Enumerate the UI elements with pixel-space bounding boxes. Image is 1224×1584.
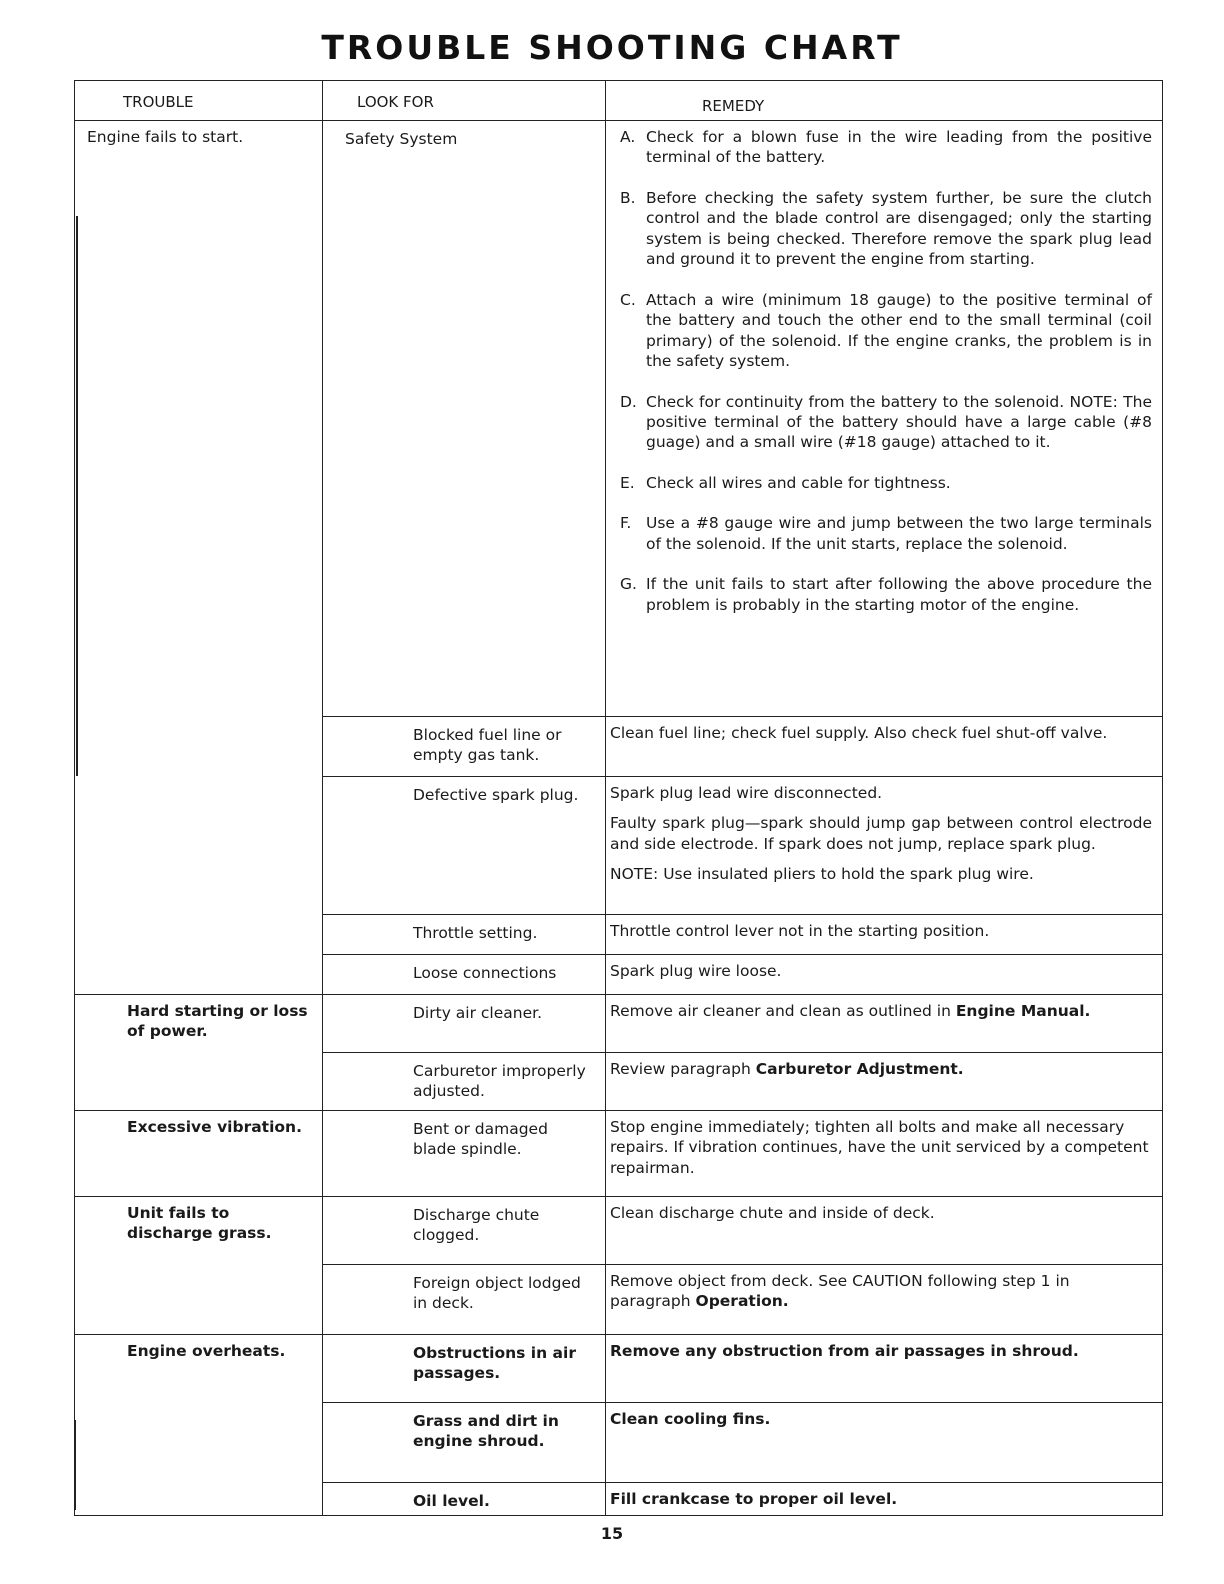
look-for-cell: Defective spark plug.	[323, 777, 606, 915]
look-for-cell: Carburetor improperly adjusted.	[323, 1053, 606, 1111]
remedy-letter: A.	[620, 128, 636, 146]
binder-mark	[76, 216, 78, 776]
look-for-cell: Blocked fuel line or empty gas tank.	[323, 717, 606, 777]
look-for-cell: Throttle setting.	[323, 915, 606, 955]
look-for-cell: Grass and dirt in engine shroud.	[323, 1403, 606, 1483]
remedy-letter: F.	[620, 514, 632, 533]
remedy-text: Review paragraph	[610, 1060, 756, 1078]
table-header-row	[75, 81, 1163, 121]
remedy-cell: Clean cooling fins.	[606, 1403, 1163, 1483]
remedy-item	[610, 473, 1152, 493]
remedy-paragraph: NOTE: Use insulated pliers to hold the spark plug wire.	[610, 865, 1034, 884]
remedy-letter: G.	[620, 575, 637, 594]
binder-mark	[74, 1420, 76, 1510]
remedy-reference: Engine Manual.	[955, 1002, 1091, 1020]
remedy-text: If the unit fails to start after following the above procedure the problem is probably in the starting motor of the engine.	[646, 575, 1152, 614]
header-trouble: TROUBLE	[75, 81, 323, 121]
remedy-item	[610, 513, 1152, 554]
look-for-cell: Discharge chute clogged.	[323, 1197, 606, 1265]
page-title: TROUBLE SHOOTING CHART	[321, 28, 903, 67]
remedy-item	[610, 188, 1152, 270]
remedy-letter: C.	[620, 290, 636, 309]
remedy-paragraph: Spark plug lead wire disconnected.	[610, 784, 883, 802]
header-look-for: LOOK FOR	[323, 81, 606, 121]
table-row	[75, 121, 1163, 717]
trouble-shooting-table	[74, 80, 1163, 1516]
trouble-cell: Excessive vibration.	[75, 1111, 323, 1197]
look-for-cell: Bent or damaged blade spindle.	[323, 1111, 606, 1197]
remedy-cell	[606, 121, 1163, 717]
header-remedy: REMEDY	[606, 81, 1163, 121]
page-number: 15	[600, 1524, 624, 1543]
look-for-cell: Dirty air cleaner.	[323, 995, 606, 1053]
table-row	[75, 1111, 1163, 1197]
remedy-letter: D.	[620, 392, 637, 411]
remedy-reference: Carburetor Adjustment.	[755, 1060, 964, 1078]
remedy-cell: Fill crankcase to proper oil level.	[606, 1483, 1163, 1516]
remedy-cell	[606, 1265, 1163, 1335]
remedy-text: Remove air cleaner and clean as outlined in	[610, 1002, 956, 1020]
remedy-text: Check all wires and cable for tightness.	[646, 473, 951, 492]
remedy-text: Use a #8 gauge wire and jump between the two large terminals of the solenoid. If the unit starts, replace the solenoid.	[646, 514, 1152, 553]
remedy-text: Check for a blown fuse in the wire leading from the positive terminal of the battery.	[646, 128, 1152, 167]
remedy-reference: Operation.	[695, 1292, 789, 1311]
remedy-cell: Stop engine immediately; tighten all bolts and make all necessary repairs. If vibration continues, have the unit serviced by a competent repairman.	[606, 1111, 1163, 1197]
look-for-cell: Safety System	[323, 121, 606, 717]
table-row	[75, 1335, 1163, 1403]
remedy-item	[610, 392, 1152, 453]
remedy-paragraph: Faulty spark plug—spark should jump gap between control electrode and side electrode. If spark does not jump, replace spark plug.	[610, 814, 1152, 853]
remedy-cell	[606, 995, 1163, 1053]
look-for-cell: Loose connections	[323, 955, 606, 995]
remedy-cell	[606, 777, 1163, 915]
remedy-text: Before checking the safety system further, be sure the clutch control and the blade control are disengaged; only the starting system is being checked. Therefore remove the spark plug lead and ground it to prevent the engine from starting.	[646, 188, 1152, 269]
remedy-text: Check for continuity from the battery to the solenoid. NOTE: The positive terminal of the battery should have a large cable (#8 guage) and a small wire (#18 gauge) attached to it.	[646, 392, 1152, 452]
trouble-cell: Engine overheats.	[75, 1335, 323, 1516]
look-for-cell: Foreign object lodged in deck.	[323, 1265, 606, 1335]
remedy-letter: B.	[620, 188, 636, 207]
remedy-cell: Throttle control lever not in the starting position.	[606, 915, 1163, 955]
look-for-cell: Oil level.	[323, 1483, 606, 1516]
trouble-cell: Unit fails to discharge grass.	[75, 1197, 323, 1335]
remedy-cell: Remove any obstruction from air passages in shroud.	[606, 1335, 1163, 1403]
table-row	[75, 995, 1163, 1053]
remedy-item	[610, 290, 1152, 372]
trouble-cell: Engine fails to start.	[75, 121, 323, 995]
trouble-cell: Hard starting or loss of power.	[75, 995, 323, 1111]
remedy-text: Attach a wire (minimum 18 gauge) to the positive terminal of the battery and touch the other end to the small terminal (coil primary) of the solenoid. If the engine cranks, the problem is in the safety system.	[646, 290, 1152, 371]
look-for-cell: Obstructions in air passages.	[323, 1335, 606, 1403]
remedy-cell: Clean fuel line; check fuel supply. Also check fuel shut-off valve.	[606, 717, 1163, 777]
remedy-cell: Spark plug wire loose.	[606, 955, 1163, 995]
remedy-cell	[606, 1053, 1163, 1111]
table-row	[75, 1197, 1163, 1265]
remedy-text: Remove object from deck. See CAUTION following step 1 in paragraph	[610, 1272, 1070, 1311]
remedy-item	[610, 127, 1152, 168]
remedy-cell: Clean discharge chute and inside of deck.	[606, 1197, 1163, 1265]
remedy-letter: E.	[620, 473, 635, 492]
remedy-item	[610, 574, 1152, 615]
